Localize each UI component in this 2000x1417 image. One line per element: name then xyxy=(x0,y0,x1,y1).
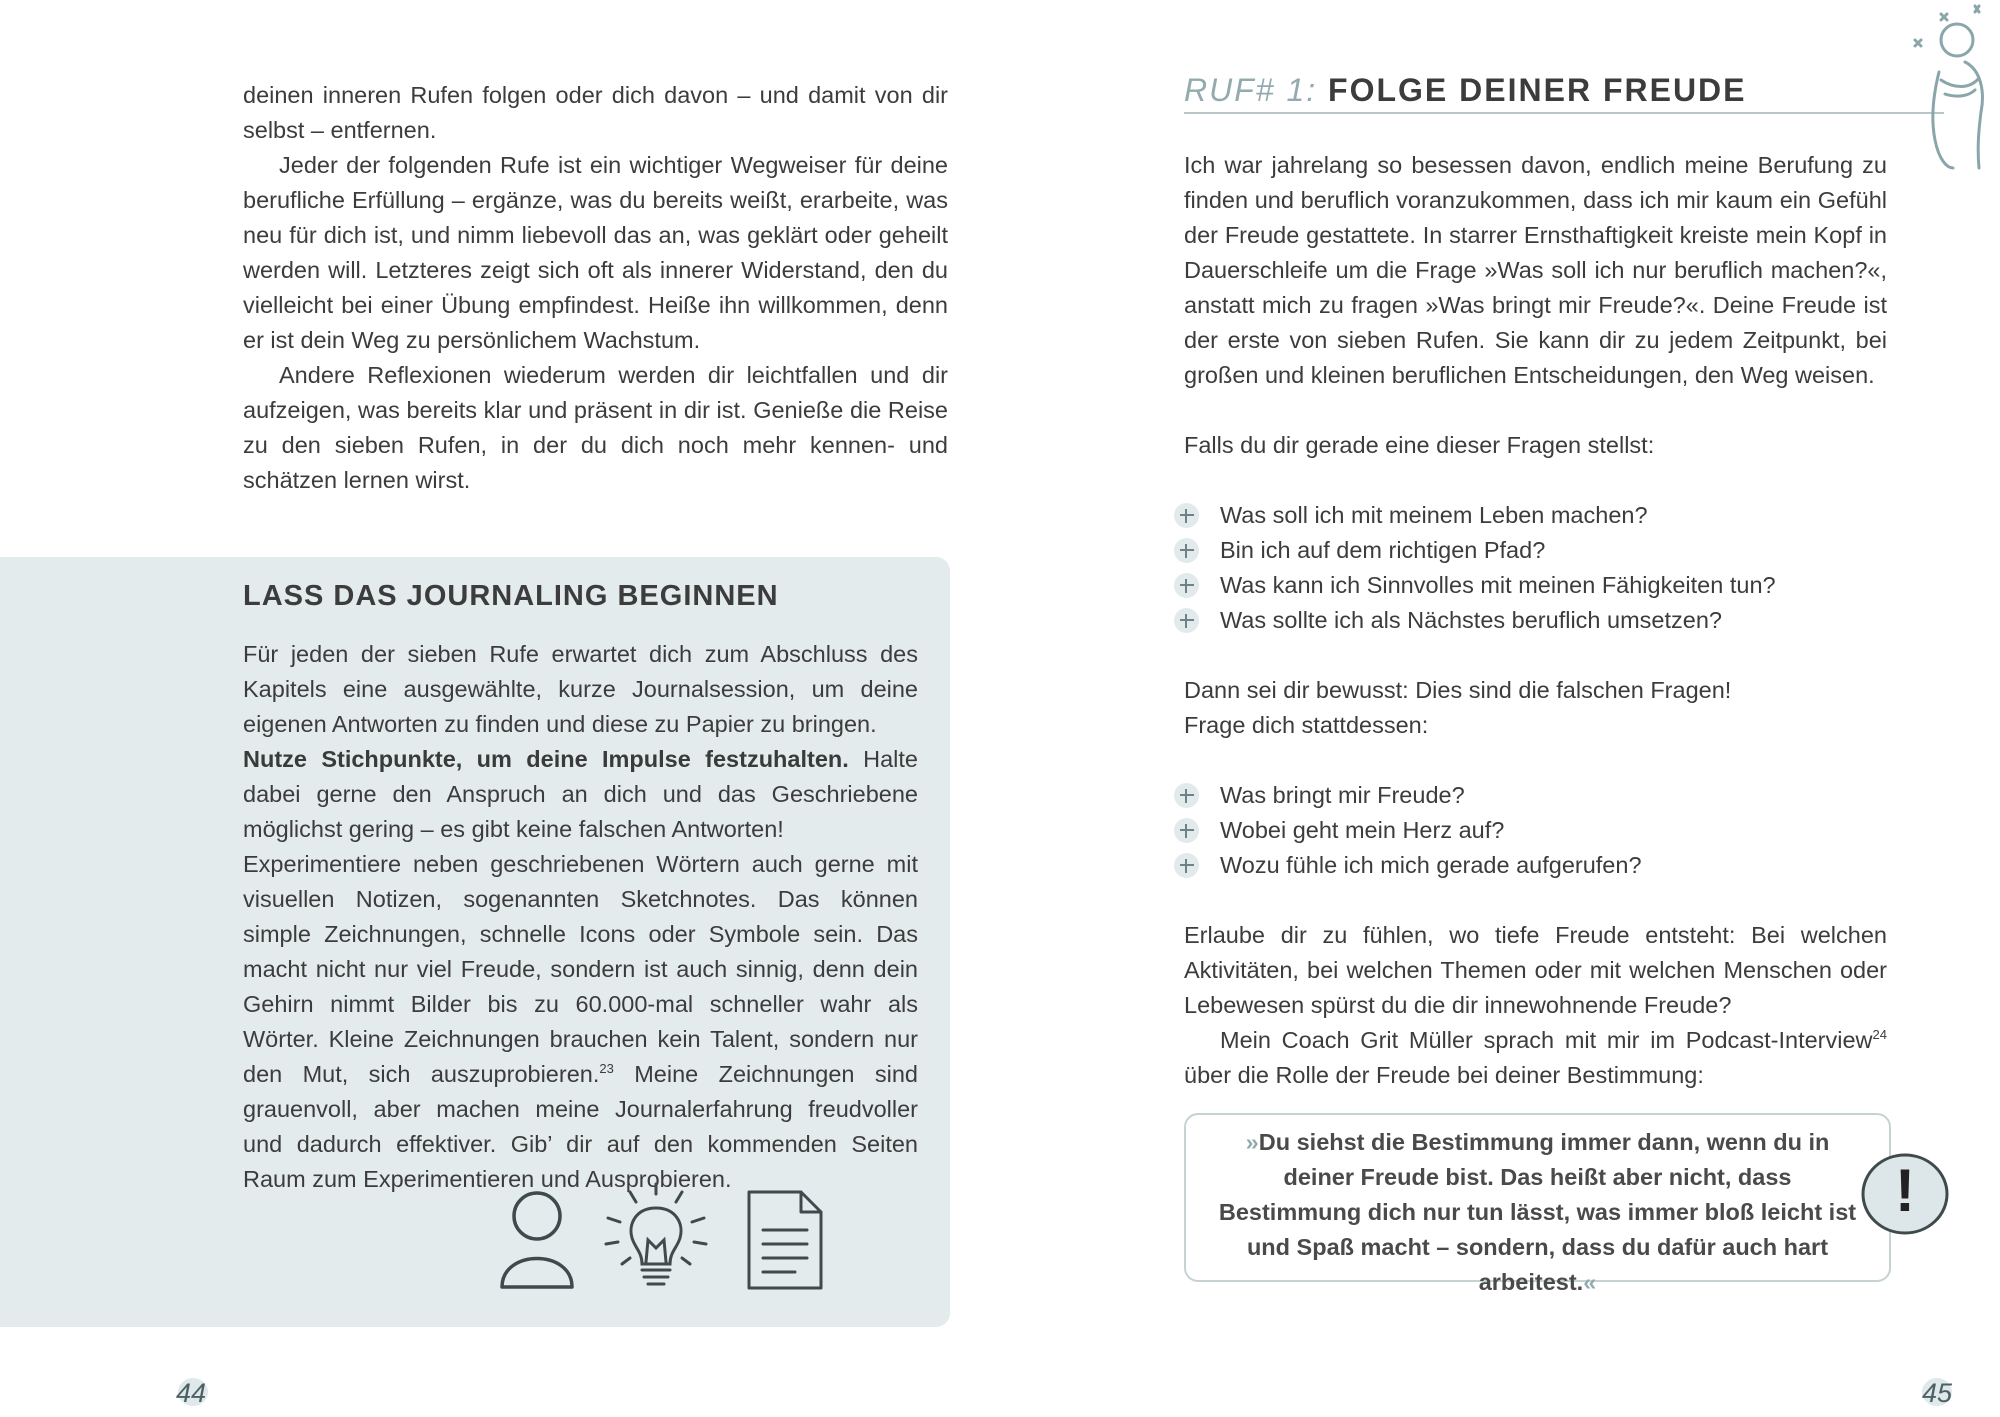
intro-text: deinen inneren Rufen folgen oder dich davon – und damit von dir selbst – entfernen. xyxy=(243,82,948,143)
box-paragraph-3: Experimentiere neben geschriebenen Wörtern auch gerne mit visuellen Notizen, sogenannten Sketchnotes. Das können simple Zeichnungen, schnelle Icons oder Symbole sein. Das macht nicht nur viel Freude, sondern ist auch sinnig, denn dein Gehirn nimmt Bilder bis zu 60.000-mal schneller wahr als Wörter. Kleine Zeichnungen brauchen kein Talent, sondern nur den Mut, sich auszuprobieren.$^{23}$ Meine Zeichnungen sind grauenvoll, aber machen meine Journalerfahrung freudvoller und dadurch effektiver. Gib’ dir auf den kommenden Seiten Raum zum Experimentieren und Ausprobieren. xyxy=(243,851,918,1192)
list-item: Bin ich auf dem richtigen Pfad? xyxy=(1184,533,1776,568)
list-item: Was kann ich Sinnvolles mit meinen Fähigkeiten tun? xyxy=(1184,568,1776,603)
page-number-right: 45 xyxy=(1922,1378,1953,1408)
box-paragraph-2: Nutze Stichpunkte, um deine Impulse festzuhalten. Halte dabei gerne den Anspruch an dich und das Geschriebene möglichst gering – es gibt keine falschen Antworten! xyxy=(243,746,919,842)
box-paragraph-1: Für jeden der sieben Rufe erwartet dich zum Abschluss des Kapitels eine ausgewählte, kurze Journalsession, um deine eigenen Antworten zu finden und diese zu Papier zu bringen. xyxy=(243,641,918,737)
quote-close-mark: « xyxy=(1583,1269,1597,1295)
plus-bullet-icon xyxy=(1174,853,1199,878)
plus-bullet-icon xyxy=(1174,573,1199,598)
list-item: Wobei geht mein Herz auf? xyxy=(1184,813,1642,848)
lightbulb-icon xyxy=(600,1180,712,1296)
plus-bullet-icon xyxy=(1174,503,1199,528)
section-paragraph-1: Ich war jahrelang so besessen davon, endlich meine Berufung zu finden und beruflich voranzukommen, dass ich mir kaum ein Gefühl der Freude gestattete. In starrer Ernsthaftigkeit kreiste mein Kopf in Dauerschleife um die Frage »Was soll ich nur beruflich machen?«, anstatt mich zu fragen »Was bringt mir Freude?«. Deine Freude ist der erste von sieben Rufen. Sie kann dir zu jedem Zeitpunkt, bei großen und kleinen beruflichen Entscheidungen, den Weg weisen. xyxy=(1184,152,1887,388)
list-item: Was soll ich mit meinem Leben machen? xyxy=(1184,498,1776,533)
quote-open-mark: » xyxy=(1245,1129,1259,1155)
quote-text: »Du siehst die Bestimmung immer dann, wenn du in deiner Freude bist. Das heißt aber nicht, dass Bestimmung dich nur tun lässt, was immer bloß leicht ist und Spaß macht – sondern, dass du dafür auch hart arbeitest.« xyxy=(1218,1129,1857,1295)
wrong-questions-list xyxy=(1184,498,1776,638)
intro-paragraph-1: Jeder der folgenden Rufe ist ein wichtiger Wegweiser für deine berufliche Erfüllung – ergänze, was du bereits weißt, erarbeite, was neu für dich ist, und nimm liebevoll das an, was geklärt oder geheilt werden will. Letzteres zeigt sich oft als innerer Widerstand, den du vielleicht bei einer Übung empfindest. Heiße ihn willkommen, denn er ist dein Weg zu persönlichem Wachstum. xyxy=(243,152,948,353)
section-paragraph-2: Erlaube dir zu fühlen, wo tiefe Freude entsteht: Bei welchen Aktivitäten, bei welchen Themen oder mit welchen Menschen oder Lebewesen spürst du die dir innewohnende Freude? xyxy=(1184,922,1887,1018)
intro-paragraph-2: Andere Reflexionen wiederum werden dir leichtfallen und dir aufzeigen, was bereits klar und präsent in dir ist. Genieße die Reise zu den sieben Rufen, in der du dich noch mehr kennen- und schätzen lernen wirst. xyxy=(243,362,948,493)
heading-rule xyxy=(1184,112,1944,114)
document-icon xyxy=(745,1188,825,1292)
list-item: Was bringt mir Freude? xyxy=(1184,778,1642,813)
person-icon xyxy=(497,1187,577,1291)
footnote-ref-24: 24 xyxy=(1872,1027,1887,1043)
person-figure-icon xyxy=(1905,0,1995,175)
heading-prefix: RUF# 1: xyxy=(1184,72,1318,108)
section-paragraph-3: Mein Coach Grit Müller sprach mit mir im Podcast-Interview$^{24}$ über die Rolle der Freude bei deiner Bestimmung: xyxy=(1184,1027,1887,1088)
plus-bullet-icon xyxy=(1174,783,1199,808)
list-item: Wozu fühle ich mich gerade aufgerufen? xyxy=(1184,848,1642,883)
exclamation-icon: ! xyxy=(1860,1152,1950,1236)
page-number-left: 44 xyxy=(176,1378,207,1408)
list-item: Was sollte ich als Nächstes beruflich umsetzen? xyxy=(1184,603,1776,638)
lead-text-2: Dann sei dir bewusst: Dies sind die falschen Fragen! Frage dich stattdessen: xyxy=(1184,677,1732,738)
lead-text-1: Falls du dir gerade eine dieser Fragen stellst: xyxy=(1184,432,1655,458)
heading-title: FOLGE DEINER FREUDE xyxy=(1328,72,1747,108)
box-bold-text: Nutze Stichpunkte, um deine Impulse festzuhalten. xyxy=(243,746,849,772)
box-title: LASS DAS JOURNALING BEGINNEN xyxy=(243,580,779,612)
plus-bullet-icon xyxy=(1174,538,1199,563)
plus-bullet-icon xyxy=(1174,818,1199,843)
plus-bullet-icon xyxy=(1174,608,1199,633)
footnote-ref-23: 23 xyxy=(599,1061,614,1077)
right-questions-list xyxy=(1184,778,1642,883)
section-heading xyxy=(1184,68,1747,112)
